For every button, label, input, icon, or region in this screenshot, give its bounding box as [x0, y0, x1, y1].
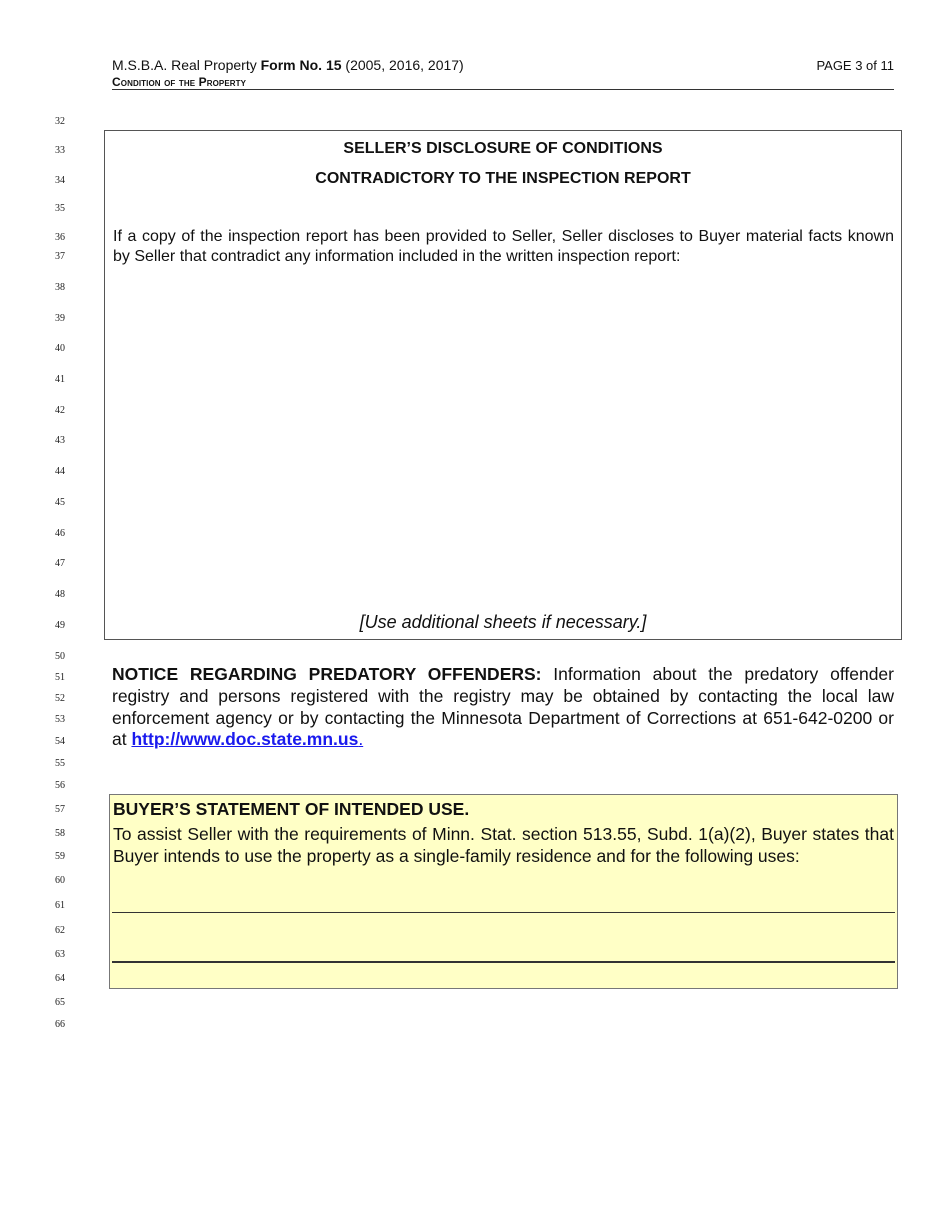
- line-number: 46: [55, 528, 65, 539]
- disclosure-title-line2: CONTRADICTORY TO THE INSPECTION REPORT: [315, 170, 691, 187]
- line-number: 59: [55, 851, 65, 862]
- form-prefix: M.S.B.A. Real Property: [112, 57, 261, 73]
- line-number: 65: [55, 997, 65, 1008]
- predatory-offenders-notice: [112, 664, 894, 751]
- line-number: 57: [55, 804, 65, 815]
- form-number: Form No. 15: [260, 57, 342, 73]
- line-number: 43: [55, 435, 65, 446]
- form-years: (2005, 2016, 2017): [341, 57, 464, 73]
- intended-use-title: BUYER’S STATEMENT OF INTENDED USE.: [113, 799, 470, 819]
- line-number: 39: [55, 313, 65, 324]
- line-number: 61: [55, 900, 65, 911]
- line-number: 62: [55, 925, 65, 936]
- section-title: Condition of the Property: [112, 75, 247, 89]
- notice-heading: NOTICE REGARDING PREDATORY OFFENDERS:: [112, 664, 542, 684]
- line-number: 44: [55, 466, 65, 477]
- line-number: 47: [55, 558, 65, 569]
- doc-website-link[interactable]: http://www.doc.state.mn.us: [131, 729, 359, 750]
- line-number: 50: [55, 651, 65, 662]
- line-number: 42: [55, 405, 65, 416]
- line-number: 51: [55, 672, 65, 683]
- line-number: 34: [55, 175, 65, 186]
- disclosure-body: If a copy of the inspection report has been provided to Seller, Seller discloses to Buyer material facts known by Seller that contradict any information included in the written inspection report:: [113, 228, 894, 265]
- line-number: 37: [55, 251, 65, 262]
- line-number: 40: [55, 343, 65, 354]
- disclosure-title-line1: SELLER’S DISCLOSURE OF CONDITIONS: [343, 140, 663, 157]
- line-number: 33: [55, 145, 65, 156]
- notice-body: Information about the predatory offender registry and persons registered with the registry may be obtained by contacting the local law enforcement agency or by contacting the Minnesota Department of Corrections at 651-642-0200 or at: [112, 664, 894, 750]
- additional-sheets-note: [Use additional sheets if necessary.]: [359, 612, 647, 632]
- intended-use-line-2[interactable]: [112, 961, 895, 963]
- line-number: 41: [55, 374, 65, 385]
- line-number: 36: [55, 232, 65, 243]
- intended-use-line-1[interactable]: [112, 912, 895, 913]
- page-number: PAGE 3 of 11: [816, 58, 894, 73]
- form-title: [112, 57, 464, 73]
- line-number: 63: [55, 949, 65, 960]
- line-number: 52: [55, 693, 65, 704]
- line-number: 56: [55, 780, 65, 791]
- line-number: 66: [55, 1019, 65, 1030]
- seller-disclosure-box: [104, 130, 902, 640]
- notice-period: .: [358, 729, 364, 750]
- line-number: 60: [55, 875, 65, 886]
- line-number: 38: [55, 282, 65, 293]
- intended-use-body: To assist Seller with the requirements of Minn. Stat. section 513.55, Subd. 1(a)(2), Buyer states that Buyer intends to use the property as a single-family residence and for the following uses:: [113, 824, 894, 866]
- header-rule: [112, 89, 894, 90]
- line-number: 64: [55, 973, 65, 984]
- line-number: 48: [55, 589, 65, 600]
- intended-use-box: [109, 794, 898, 989]
- line-number: 45: [55, 497, 65, 508]
- line-number: 32: [55, 116, 65, 127]
- line-number: 54: [55, 736, 65, 747]
- line-number: 58: [55, 828, 65, 839]
- line-number: 55: [55, 758, 65, 769]
- line-number: 49: [55, 620, 65, 631]
- line-number: 35: [55, 203, 65, 214]
- line-number: 53: [55, 714, 65, 725]
